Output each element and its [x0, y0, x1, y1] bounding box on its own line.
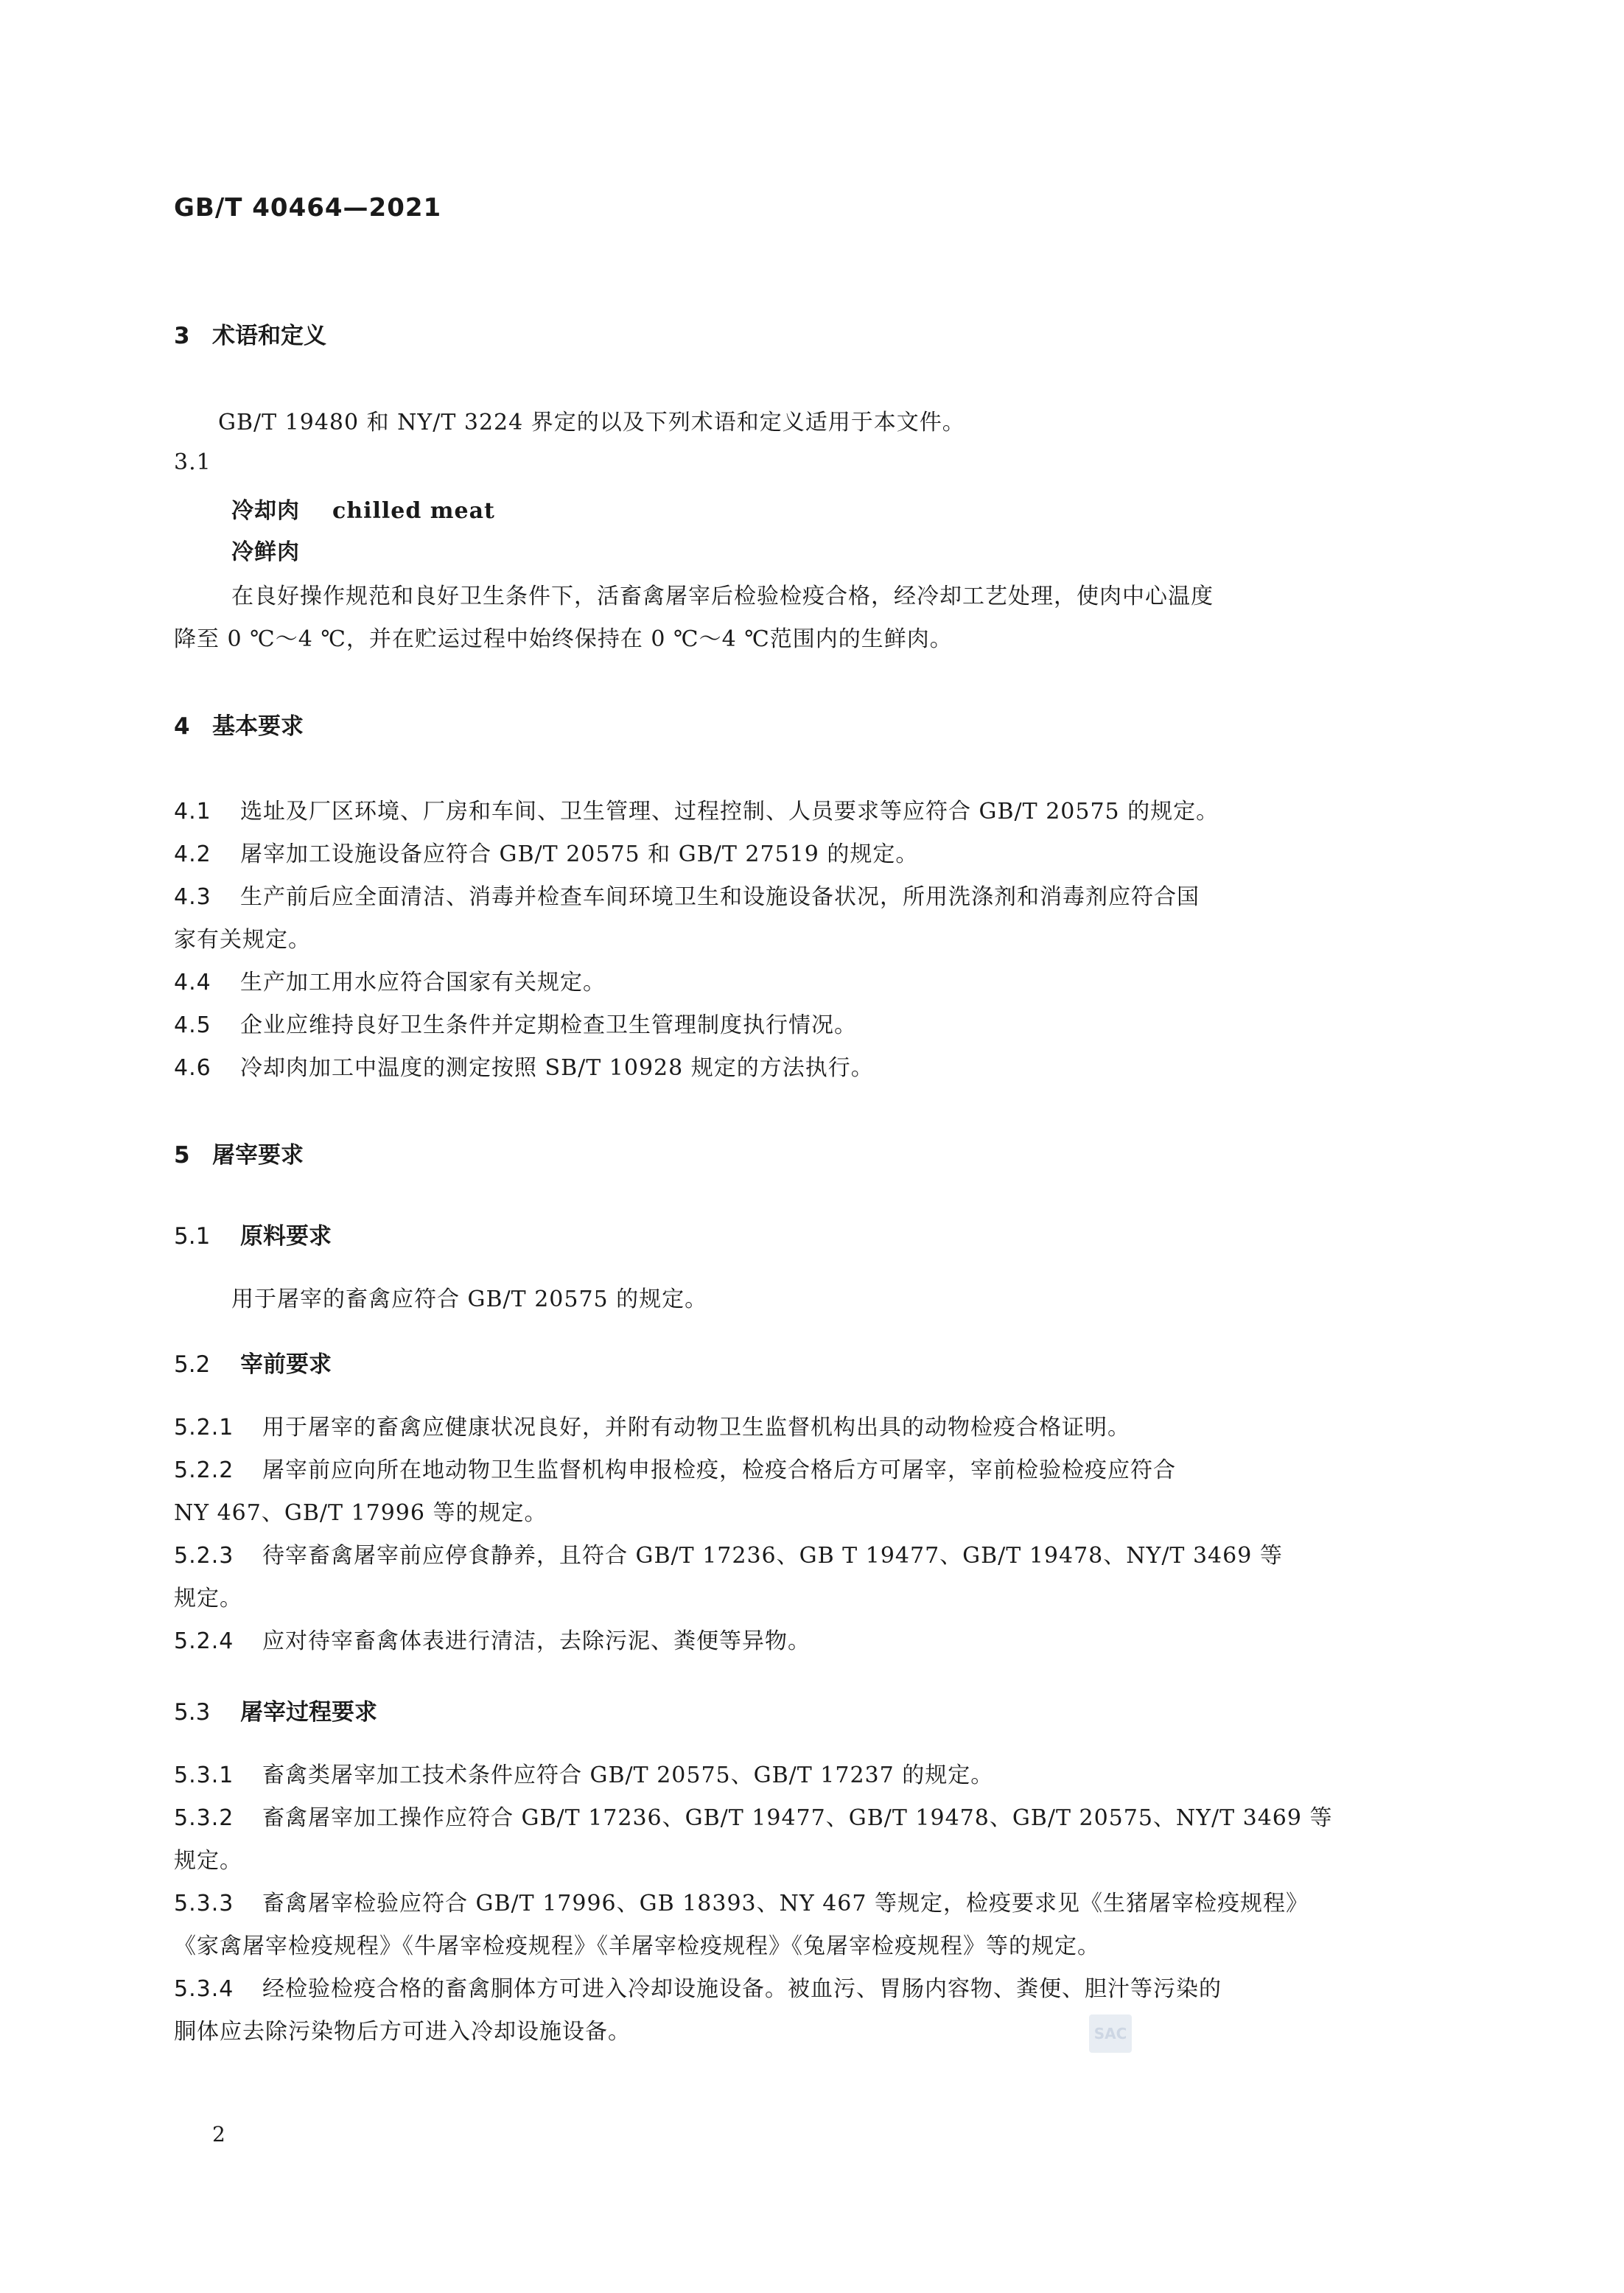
clause-5-2-2-continuation: NY 467、GB/T 17996 等的规定。: [174, 1500, 547, 1526]
clause-text: 经检验检疫合格的畜禽胴体方可进入冷却设施设备。被血污、胃肠内容物、粪便、胆汁等污染的: [262, 1976, 1222, 2002]
clause-text: 生产前后应全面清洁、消毒并检查车间环境卫生和设施设备状况，所用洗涤剂和消毒剂应符合国: [240, 884, 1200, 910]
section-title: 屠宰要求: [212, 1142, 304, 1169]
section-number: 5.2: [174, 1351, 211, 1378]
clause-4-1: [174, 793, 1219, 825]
clause-text: 待宰畜禽屠宰前应停食静养，且符合 GB/T 17236、GB T 19477、GB/T 19478、NY/T 3469 等: [262, 1543, 1283, 1569]
section-3-heading: [174, 317, 326, 350]
clause-4-5: [174, 1007, 857, 1039]
clause-text: 畜禽屠宰加工操作应符合 GB/T 17236、GB/T 19477、GB/T 19478、GB/T 20575、NY/T 3469 等: [262, 1805, 1333, 1831]
section-4-heading: [174, 707, 304, 741]
clause-text: 畜禽类屠宰加工技术条件应符合 GB/T 20575、GB/T 17237 的规定。: [262, 1762, 994, 1788]
clause-4-3: [174, 878, 1200, 911]
clause-4-2: [174, 836, 918, 868]
clause-5-3-3-continuation: 《家禽屠宰检疫规程》《牛屠宰检疫规程》《羊屠宰检疫规程》《兔屠宰检疫规程》等的规定。: [174, 1933, 1100, 1959]
term-definition-line2: 降至 0 ℃～4 ℃，并在贮运过程中始终保持在 0 ℃～4 ℃范围内的生鲜肉。: [174, 626, 953, 652]
section-number: 5.3: [174, 1699, 211, 1726]
clause-5-3-1: [174, 1757, 993, 1789]
term-3-1-name: [231, 492, 495, 525]
clause-number: 5.3.3: [174, 1891, 234, 1916]
clause-4-4: [174, 964, 606, 996]
clause-5-2-3: [174, 1537, 1283, 1569]
clause-text: 冷却肉加工中温度的测定按照 SB/T 10928 规定的方法执行。: [240, 1055, 874, 1081]
clause-number: 5.3.4: [174, 1976, 234, 2002]
clause-number: 5.3.2: [174, 1805, 234, 1831]
term-definition-line1: 在良好操作规范和良好卫生条件下，活畜禽屠宰后检验检疫合格，经冷却工艺处理，使肉中心温度: [231, 584, 1214, 609]
section-3-intro: GB/T 19480 和 NY/T 3224 界定的以及下列术语和定义适用于本文件。: [218, 410, 965, 435]
clause-number: 5.2.4: [174, 1628, 234, 1654]
section-title: 基本要求: [212, 713, 304, 740]
clause-5-3-4-continuation: 胴体应去除污染物后方可进入冷却设施设备。: [174, 2019, 631, 2045]
section-5-1-text: 用于屠宰的畜禽应符合 GB/T 20575 的规定。: [231, 1286, 708, 1312]
clause-text: 畜禽屠宰检验应符合 GB/T 17996、GB 18393、NY 467 等规定，检疫要求见《生猪屠宰检疫规程》: [262, 1891, 1309, 1916]
page-number: 2: [212, 2122, 225, 2146]
section-5-2-heading: [174, 1345, 332, 1379]
clause-text: 屠宰前应向所在地动物卫生监督机构申报检疫，检疫合格后方可屠宰，宰前检验检疫应符合: [262, 1457, 1176, 1483]
clause-text: 企业应维持良好卫生条件并定期检查卫生管理制度执行情况。: [240, 1012, 857, 1038]
clause-text: 生产加工用水应符合国家有关规定。: [240, 970, 606, 995]
section-5-3-heading: [174, 1693, 377, 1726]
clause-5-2-2: [174, 1452, 1176, 1484]
clause-4-3-continuation: 家有关规定。: [174, 927, 311, 953]
clause-number: 4.3: [174, 884, 211, 910]
clause-5-2-4: [174, 1622, 811, 1655]
section-5-1-heading: [174, 1217, 332, 1250]
clause-5-3-3: [174, 1885, 1309, 1917]
clause-number: 4.4: [174, 970, 211, 995]
clause-text: 选址及厂区环境、厂房和车间、卫生管理、过程控制、人员要求等应符合 GB/T 20575 的规定。: [240, 799, 1219, 825]
term-english: chilled meat: [332, 498, 495, 524]
section-5-heading: [174, 1136, 304, 1169]
clause-4-6: [174, 1049, 874, 1082]
clause-number: 4.6: [174, 1055, 211, 1081]
term-synonym: 冷鲜肉: [231, 539, 300, 565]
section-title: 原料要求: [240, 1223, 332, 1250]
section-title: 术语和定义: [212, 323, 326, 349]
clause-5-3-2-continuation: 规定。: [174, 1848, 242, 1874]
section-number: 5.1: [174, 1223, 211, 1250]
clause-5-2-1: [174, 1409, 1130, 1441]
section-number: 5: [174, 1142, 190, 1169]
section-title: 宰前要求: [240, 1351, 332, 1378]
clause-number: 4.2: [174, 841, 211, 867]
clause-text: 屠宰加工设施设备应符合 GB/T 20575 和 GB/T 27519 的规定。: [240, 841, 919, 867]
sac-watermark-logo: SAC: [1089, 2014, 1132, 2053]
section-number: 4: [174, 713, 190, 740]
clause-text: 应对待宰畜禽体表进行清洁，去除污泥、粪便等异物。: [262, 1628, 811, 1654]
standard-id: GB/T 40464—2021: [174, 193, 442, 223]
clause-5-2-3-continuation: 规定。: [174, 1586, 242, 1611]
clause-number: 5.2.1: [174, 1415, 234, 1440]
term-3-1-number: 3.1: [174, 449, 211, 475]
clause-5-3-4: [174, 1970, 1222, 2003]
section-number: 3: [174, 323, 190, 349]
section-title: 屠宰过程要求: [240, 1699, 377, 1726]
clause-number: 5.2.3: [174, 1543, 234, 1569]
clause-5-3-2: [174, 1799, 1333, 1832]
clause-text: 用于屠宰的畜禽应健康状况良好，并附有动物卫生监督机构出具的动物检疫合格证明。: [262, 1415, 1130, 1440]
clause-number: 4.1: [174, 799, 211, 825]
clause-number: 4.5: [174, 1012, 211, 1038]
clause-number: 5.3.1: [174, 1762, 234, 1788]
term-chinese: 冷却肉: [231, 498, 300, 524]
clause-number: 5.2.2: [174, 1457, 234, 1483]
